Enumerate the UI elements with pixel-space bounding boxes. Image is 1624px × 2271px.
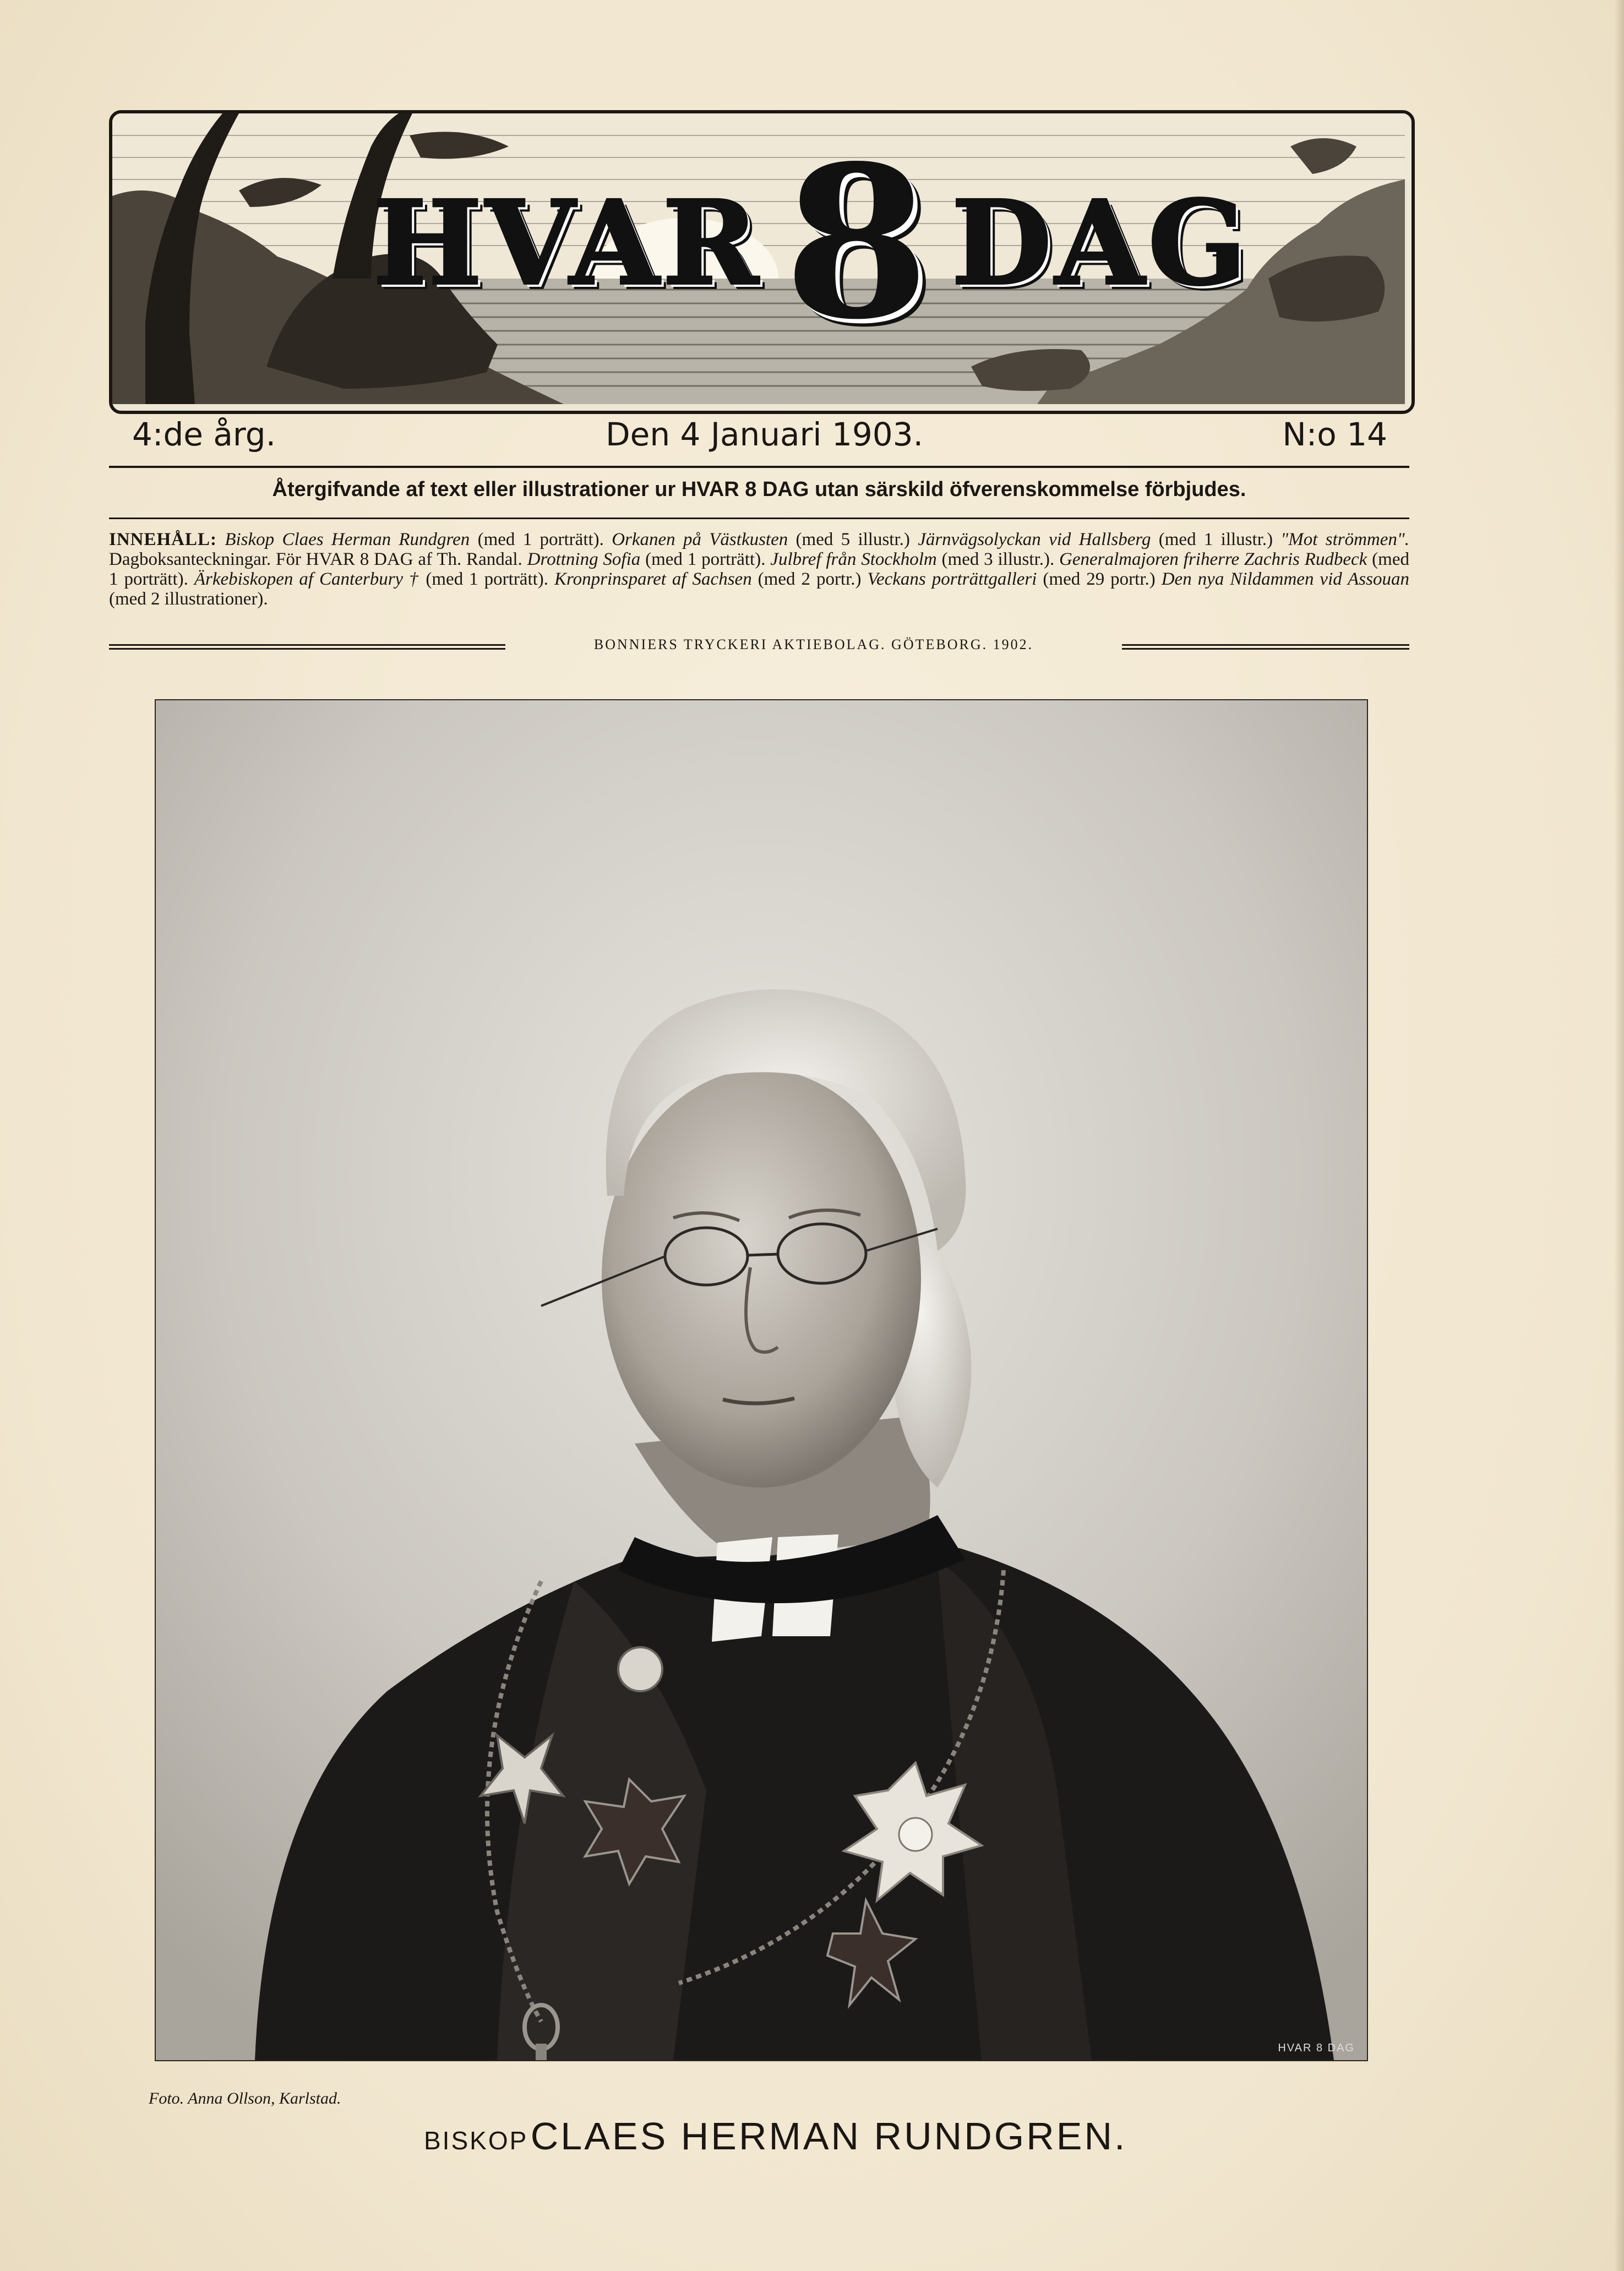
masthead-title-right: DAG xyxy=(951,175,1250,311)
contents-article-detail: (med 5 illustr.) xyxy=(788,530,918,549)
contents-article-title: Kronprinsparet af Sachsen xyxy=(554,569,752,589)
contents-article-title: Ärkebiskopen af Canterbury † xyxy=(194,569,420,589)
double-rule-right xyxy=(1122,644,1409,650)
contents-article-detail: (med 1 illustr.) xyxy=(1151,530,1281,549)
contents-heading: INNEHÅLL: xyxy=(109,530,217,549)
printer-imprint: BONNIERS TRYCKERI AKTIEBOLAG. GÖTEBORG. 1902. xyxy=(593,636,1034,652)
contents-article-title: Drottning Sofia xyxy=(527,549,641,569)
contents-article-title: Järnvägsolyckan vid Hallsberg xyxy=(918,530,1151,549)
masthead-title-number: 8 xyxy=(783,119,930,366)
issue-number: N:o 14 xyxy=(1282,416,1387,453)
contents-entries xyxy=(109,530,1409,609)
divider-rule-middle xyxy=(109,518,1409,519)
divider-rule-top xyxy=(109,466,1409,468)
portrait-caption xyxy=(424,2114,1127,2158)
masthead-title-left: HVAR xyxy=(373,175,762,311)
caption-name: CLAES HERMAN RUNDGREN. xyxy=(530,2115,1127,2158)
photo-engraver-mark: HVAR 8 DAG xyxy=(1278,2042,1355,2054)
double-rule-left xyxy=(109,644,505,650)
contents-article-title: Generalmajoren friherre Zachris Rudbeck xyxy=(1059,549,1367,569)
photo-credit: Foto. Anna Ollson, Karlstad. xyxy=(149,2089,341,2107)
contents-article-detail: (med 2 illustrationer). xyxy=(109,589,268,609)
masthead-title xyxy=(344,119,1279,366)
contents-article-title: Veckans porträttgalleri xyxy=(867,569,1037,589)
contents-article-title: Biskop Claes Herman Rundgren xyxy=(225,530,470,549)
contents-article-title: "Mot strömmen". xyxy=(1280,530,1409,549)
issue-line xyxy=(132,416,1387,465)
contents-article-detail: (med 1 porträtt). xyxy=(640,549,771,569)
printer-line xyxy=(109,636,1409,658)
contents-article-detail: (med 29 portr.) xyxy=(1037,569,1162,589)
page-edge-shadow xyxy=(1614,0,1624,2271)
portrait-figure-illustration xyxy=(156,700,1367,2060)
masthead-banner xyxy=(109,110,1415,414)
contents-article-detail: Dagboksanteckningar. För HVAR 8 DAG af Th. Randal. xyxy=(109,549,527,569)
caption-title-prefix: BISKOP xyxy=(424,2126,528,2155)
table-of-contents xyxy=(109,530,1409,609)
contents-article-title: Orkanen på Västkusten xyxy=(612,530,788,549)
contents-article-detail: (med 1 porträtt). xyxy=(419,569,555,589)
volume-label: 4:de årg. xyxy=(132,416,276,453)
contents-article-title: Julbref från Stockholm xyxy=(770,549,937,569)
bishop-portrait-photo xyxy=(156,700,1367,2060)
contents-article-detail: (med 1 porträtt). xyxy=(109,549,1409,589)
copyright-notice: Återgifvande af text eller illustrationer ur HVAR 8 DAG utan särskild öfverenskommelse förbjudes. xyxy=(272,478,1246,501)
contents-article-detail: (med 3 illustr.). xyxy=(936,549,1060,569)
contents-article-detail: (med 1 porträtt). xyxy=(470,530,612,549)
contents-article-detail: (med 2 portr.) xyxy=(751,569,868,589)
issue-date: Den 4 Januari 1903. xyxy=(606,416,924,453)
contents-article-title: Den nya Nildammen vid Assouan xyxy=(1161,569,1409,589)
